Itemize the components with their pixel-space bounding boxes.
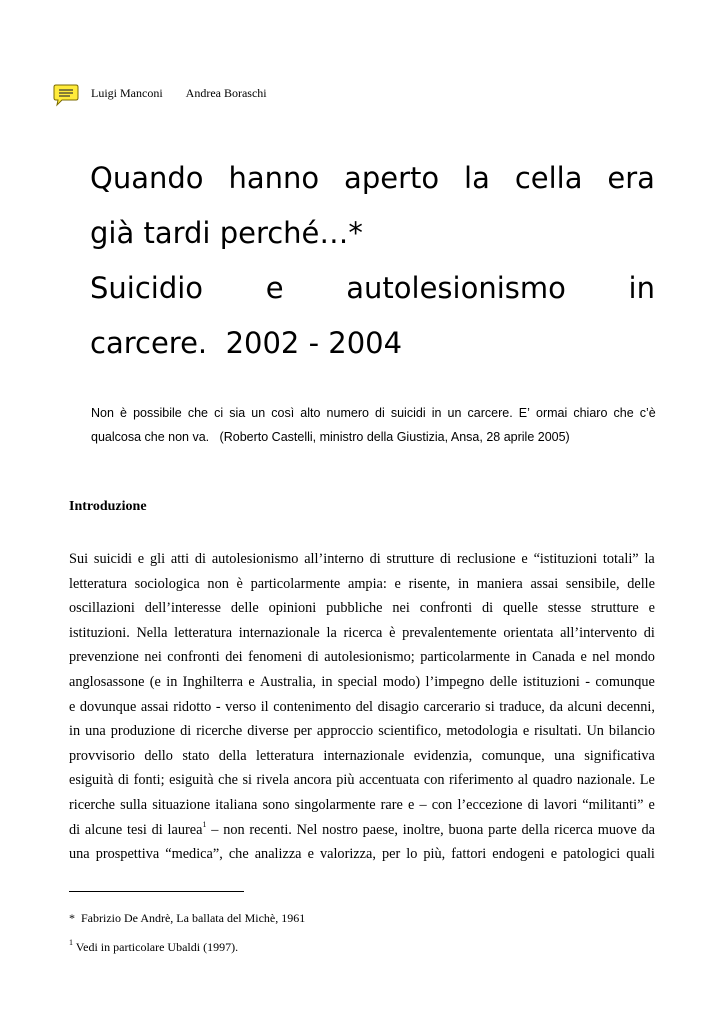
word: Nella xyxy=(136,624,168,641)
footnote-marker: 1 xyxy=(69,938,73,947)
word: scientifico, xyxy=(378,723,442,740)
word: in xyxy=(321,673,333,690)
word: e xyxy=(550,846,558,863)
word: significativa xyxy=(584,747,655,764)
word: e xyxy=(407,796,415,813)
author-name: Luigi Manconi xyxy=(91,86,163,100)
word: particolarmente xyxy=(420,649,510,666)
word: delle xyxy=(489,673,518,690)
word: di xyxy=(180,723,192,740)
title-word: era xyxy=(607,161,655,196)
word: Nel xyxy=(296,821,318,838)
word: (e xyxy=(149,673,161,690)
word: dello xyxy=(144,747,173,764)
word: della xyxy=(218,747,247,764)
word: in xyxy=(515,649,527,666)
word: una xyxy=(69,846,90,863)
text-line xyxy=(69,572,655,597)
footnote xyxy=(69,911,305,926)
word: - xyxy=(585,673,590,690)
word: letteratura xyxy=(256,747,314,764)
word: si xyxy=(242,772,253,789)
epigraph-word: ci xyxy=(214,406,224,420)
text-line xyxy=(69,695,655,720)
word: con xyxy=(423,772,445,789)
word: e xyxy=(69,698,76,715)
epigraph-word: un xyxy=(251,406,266,420)
word: la xyxy=(644,551,655,567)
epigraph-word: è xyxy=(120,406,127,420)
word: ancora xyxy=(293,772,332,789)
word: metodologia xyxy=(446,723,518,740)
title-word: in xyxy=(628,271,655,306)
word: letteratura xyxy=(174,624,233,641)
epigraph-word: così xyxy=(271,406,295,420)
word: disagio xyxy=(377,698,419,715)
word: Inghilterra xyxy=(182,673,244,690)
word: autolesionismo; xyxy=(324,649,415,666)
word: letteratura xyxy=(69,575,127,592)
word: all’interno xyxy=(304,551,364,567)
word: inoltre, xyxy=(402,821,444,838)
word: di xyxy=(117,772,130,789)
word: ricerche xyxy=(69,796,116,813)
epigraph-word: carcere. xyxy=(467,406,513,420)
word: muove xyxy=(597,821,637,838)
word: non xyxy=(223,821,245,838)
text-line xyxy=(69,670,655,695)
word: quadro xyxy=(532,772,573,789)
word: accentuata xyxy=(359,772,420,789)
word: alcune xyxy=(84,821,123,838)
word: dei xyxy=(225,649,243,666)
word: sono xyxy=(262,796,290,813)
word: e xyxy=(580,649,587,666)
word: e xyxy=(648,600,655,617)
word: di xyxy=(194,551,207,567)
word: decenni, xyxy=(606,698,655,715)
word: l’impegno xyxy=(425,673,485,690)
word: e xyxy=(394,575,401,592)
word: di xyxy=(439,551,452,567)
word: nostro xyxy=(322,821,358,838)
word: una xyxy=(85,723,106,740)
word: più xyxy=(336,772,355,789)
word: dell’interesse xyxy=(144,600,222,617)
word: al xyxy=(517,772,529,789)
epigraph-word: ormai xyxy=(536,406,568,420)
word: di xyxy=(307,649,319,666)
epigraph-word: Non xyxy=(91,406,114,420)
word: stesse xyxy=(547,600,582,617)
word: comunque xyxy=(595,673,655,690)
text-line xyxy=(69,768,655,793)
word: delle xyxy=(230,600,259,617)
word: fonti; xyxy=(133,772,165,789)
word: diverse xyxy=(247,723,289,740)
word: delle xyxy=(627,575,655,592)
word: comunque, xyxy=(481,747,545,764)
word: ridotto xyxy=(173,698,212,715)
word: prevalentemente xyxy=(402,624,497,641)
word: per xyxy=(381,846,401,863)
text-line xyxy=(69,645,655,670)
word: singolarmente xyxy=(294,796,376,813)
title-word: Suicidio xyxy=(90,271,204,306)
epigraph-line: qualcosa che non va. (Roberto Castelli, ministro della Giustizia, Ansa, 28 aprile 2005) xyxy=(91,430,570,444)
text-line xyxy=(69,547,655,572)
word: approccio xyxy=(316,723,374,740)
epigraph-word: di xyxy=(375,406,385,420)
epigraph-word: un xyxy=(447,406,462,420)
section-heading: Introduzione xyxy=(69,499,147,514)
word: ampia: xyxy=(347,575,387,592)
word: endogeni xyxy=(492,846,545,863)
epigraph-word: E’ xyxy=(518,406,530,420)
word: di xyxy=(527,796,539,813)
word: per xyxy=(293,723,312,740)
word: esiguità xyxy=(69,772,114,789)
word: riferimento xyxy=(449,772,514,789)
epigraph-word: alto xyxy=(300,406,321,420)
word: anglosassone xyxy=(69,673,145,690)
epigraph-word: suicidi xyxy=(390,406,426,420)
word: stato xyxy=(182,747,210,764)
word: modo) xyxy=(382,673,421,690)
word: di xyxy=(369,551,381,567)
word: rare xyxy=(380,796,403,813)
word: dovunque xyxy=(79,698,137,715)
word: risente, xyxy=(408,575,451,592)
title-word: aperto xyxy=(344,161,440,196)
epigraph-quote xyxy=(91,401,656,449)
word: - xyxy=(215,698,221,715)
word: internazionale xyxy=(238,624,320,641)
word: di xyxy=(482,600,494,617)
word: particolarmente xyxy=(250,575,341,592)
word: assai xyxy=(530,575,559,592)
word: il xyxy=(260,698,269,715)
word: special xyxy=(337,673,378,690)
author-name: Andrea Boraschi xyxy=(185,86,267,100)
word: istituzioni. xyxy=(69,624,130,641)
word: atti xyxy=(170,551,190,567)
epigraph-word: chiaro xyxy=(573,406,608,420)
word: pubbliche xyxy=(326,600,383,617)
word: di xyxy=(643,624,655,641)
title-word: e xyxy=(265,271,284,306)
word: che xyxy=(228,846,249,863)
epigraph-word: in xyxy=(431,406,442,420)
word: all’intervento xyxy=(560,624,638,641)
word: e xyxy=(137,551,145,567)
word: di xyxy=(151,821,163,838)
word: laurea$^1$ xyxy=(167,819,207,838)
word: e xyxy=(521,551,528,567)
word: in xyxy=(166,673,178,690)
epigraph-word: c’è xyxy=(639,406,656,420)
footnote-reference[interactable]: 1 xyxy=(202,819,207,829)
word: orientata xyxy=(503,624,554,641)
word: e xyxy=(307,846,314,863)
word: da xyxy=(641,821,655,838)
word: “militanti” xyxy=(582,796,644,813)
title-line: già tardi perché…* xyxy=(90,216,363,251)
footnote-separator xyxy=(69,891,244,892)
word: opinioni xyxy=(268,600,317,617)
word: nei xyxy=(392,600,410,617)
title-line xyxy=(90,151,655,206)
word: oscillazioni xyxy=(69,600,135,617)
word: una xyxy=(554,747,575,764)
footnote-text: Fabrizio De Andrè, La ballata del Michè, 1961 xyxy=(81,911,306,925)
word: in xyxy=(457,575,470,592)
word: prospettiva xyxy=(95,846,160,863)
word: carcerario xyxy=(423,698,481,715)
word: analizza xyxy=(254,846,302,863)
word: “istituzioni xyxy=(533,551,598,567)
word: fattori xyxy=(451,846,487,863)
word: recenti. xyxy=(249,821,292,838)
word: prevenzione xyxy=(69,649,139,666)
epigraph-word: sia xyxy=(229,406,246,420)
word: sensibile, xyxy=(565,575,620,592)
word: parte xyxy=(488,821,517,838)
word: gli xyxy=(149,551,166,567)
word: Canada xyxy=(532,649,575,666)
word: è xyxy=(236,575,243,592)
text-line xyxy=(69,621,655,646)
document-title xyxy=(90,151,655,371)
word: risultati. xyxy=(534,723,582,740)
word: in xyxy=(69,723,81,740)
word: nel xyxy=(592,649,610,666)
word: situazione xyxy=(152,796,211,813)
word: Sui xyxy=(69,551,89,567)
footnote-text: Vedi in particolare Ubaldi (1997). xyxy=(75,940,239,954)
word: la xyxy=(326,624,337,641)
word: nazionale. xyxy=(576,772,636,789)
word: sulla xyxy=(120,796,148,813)
word: confronti xyxy=(419,600,473,617)
word: quelle xyxy=(503,600,538,617)
text-line xyxy=(69,842,655,867)
word: del xyxy=(355,698,374,715)
text-line xyxy=(69,818,655,843)
word: da xyxy=(549,698,563,715)
word: e xyxy=(248,673,255,690)
word: nei xyxy=(144,649,162,666)
word: istituzioni xyxy=(522,673,580,690)
title-word: hanno xyxy=(228,161,320,196)
title-word: cella xyxy=(514,161,583,196)
word: e xyxy=(522,723,530,740)
word: l’eccezione xyxy=(457,796,523,813)
word: “medica”, xyxy=(165,846,223,863)
word: lo xyxy=(406,846,418,863)
word: più, xyxy=(423,846,446,863)
word: strutture xyxy=(386,551,435,567)
word: provvisorio xyxy=(69,747,135,764)
word: sociologica xyxy=(134,575,200,592)
epigraph-line xyxy=(91,401,656,425)
title-line: carcere. 2002 - 2004 xyxy=(90,326,403,361)
word: patologici xyxy=(563,846,621,863)
word: buona xyxy=(448,821,484,838)
word: tesi xyxy=(127,821,147,838)
word: esiguità xyxy=(169,772,214,789)
word: italiana xyxy=(215,796,258,813)
word: valorizza, xyxy=(319,846,376,863)
epigraph-word: numero xyxy=(326,406,369,420)
word: – xyxy=(211,821,219,838)
word: verso xyxy=(225,698,257,715)
word: produzione xyxy=(110,723,176,740)
epigraph-word: che xyxy=(613,406,634,420)
word: internazionale xyxy=(323,747,405,764)
word: – xyxy=(419,796,427,813)
word: che xyxy=(218,772,238,789)
word: totali” xyxy=(602,551,639,567)
word: maniera xyxy=(476,575,523,592)
body-paragraph xyxy=(69,547,655,867)
word: paese, xyxy=(362,821,398,838)
word: strutture xyxy=(591,600,639,617)
epigraph-word: che xyxy=(187,406,208,420)
word: fenomeni xyxy=(248,649,303,666)
word: ricerche xyxy=(196,723,243,740)
word: alcuni xyxy=(567,698,603,715)
text-line xyxy=(69,596,655,621)
word: assai xyxy=(140,698,169,715)
word: traduce, xyxy=(499,698,545,715)
word: confronti xyxy=(167,649,220,666)
word: di xyxy=(69,821,81,838)
speech-bubble-icon[interactable] xyxy=(53,83,79,107)
word: si xyxy=(485,698,495,715)
word: Australia, xyxy=(260,673,317,690)
footnote-marker: * xyxy=(69,911,75,925)
word: autolesionismo xyxy=(211,551,299,567)
word: reclusione xyxy=(456,551,516,567)
word: e xyxy=(648,796,655,813)
title-word: autolesionismo xyxy=(346,271,566,306)
word: suicidi xyxy=(93,551,132,567)
title-word: la xyxy=(464,161,490,196)
word: Le xyxy=(639,772,655,789)
word: non xyxy=(207,575,229,592)
word: rivela xyxy=(256,772,290,789)
word: mondo xyxy=(615,649,655,666)
word: ricerca xyxy=(554,821,593,838)
authors xyxy=(91,86,267,101)
word: ricerca xyxy=(343,624,383,641)
word: è xyxy=(389,624,396,641)
word: contenimento xyxy=(273,698,352,715)
word: evidenzia, xyxy=(413,747,473,764)
title-word: Quando xyxy=(90,161,204,196)
text-line xyxy=(69,719,655,744)
word: quali xyxy=(626,846,655,863)
footnote xyxy=(69,940,238,955)
epigraph-word: possibile xyxy=(133,406,182,420)
word: lavori xyxy=(543,796,578,813)
word: Un xyxy=(586,723,604,740)
title-line xyxy=(90,261,655,316)
text-line xyxy=(69,793,655,818)
word: della xyxy=(521,821,550,838)
text-line xyxy=(69,744,655,769)
word: con xyxy=(431,796,453,813)
word: bilancio xyxy=(608,723,655,740)
